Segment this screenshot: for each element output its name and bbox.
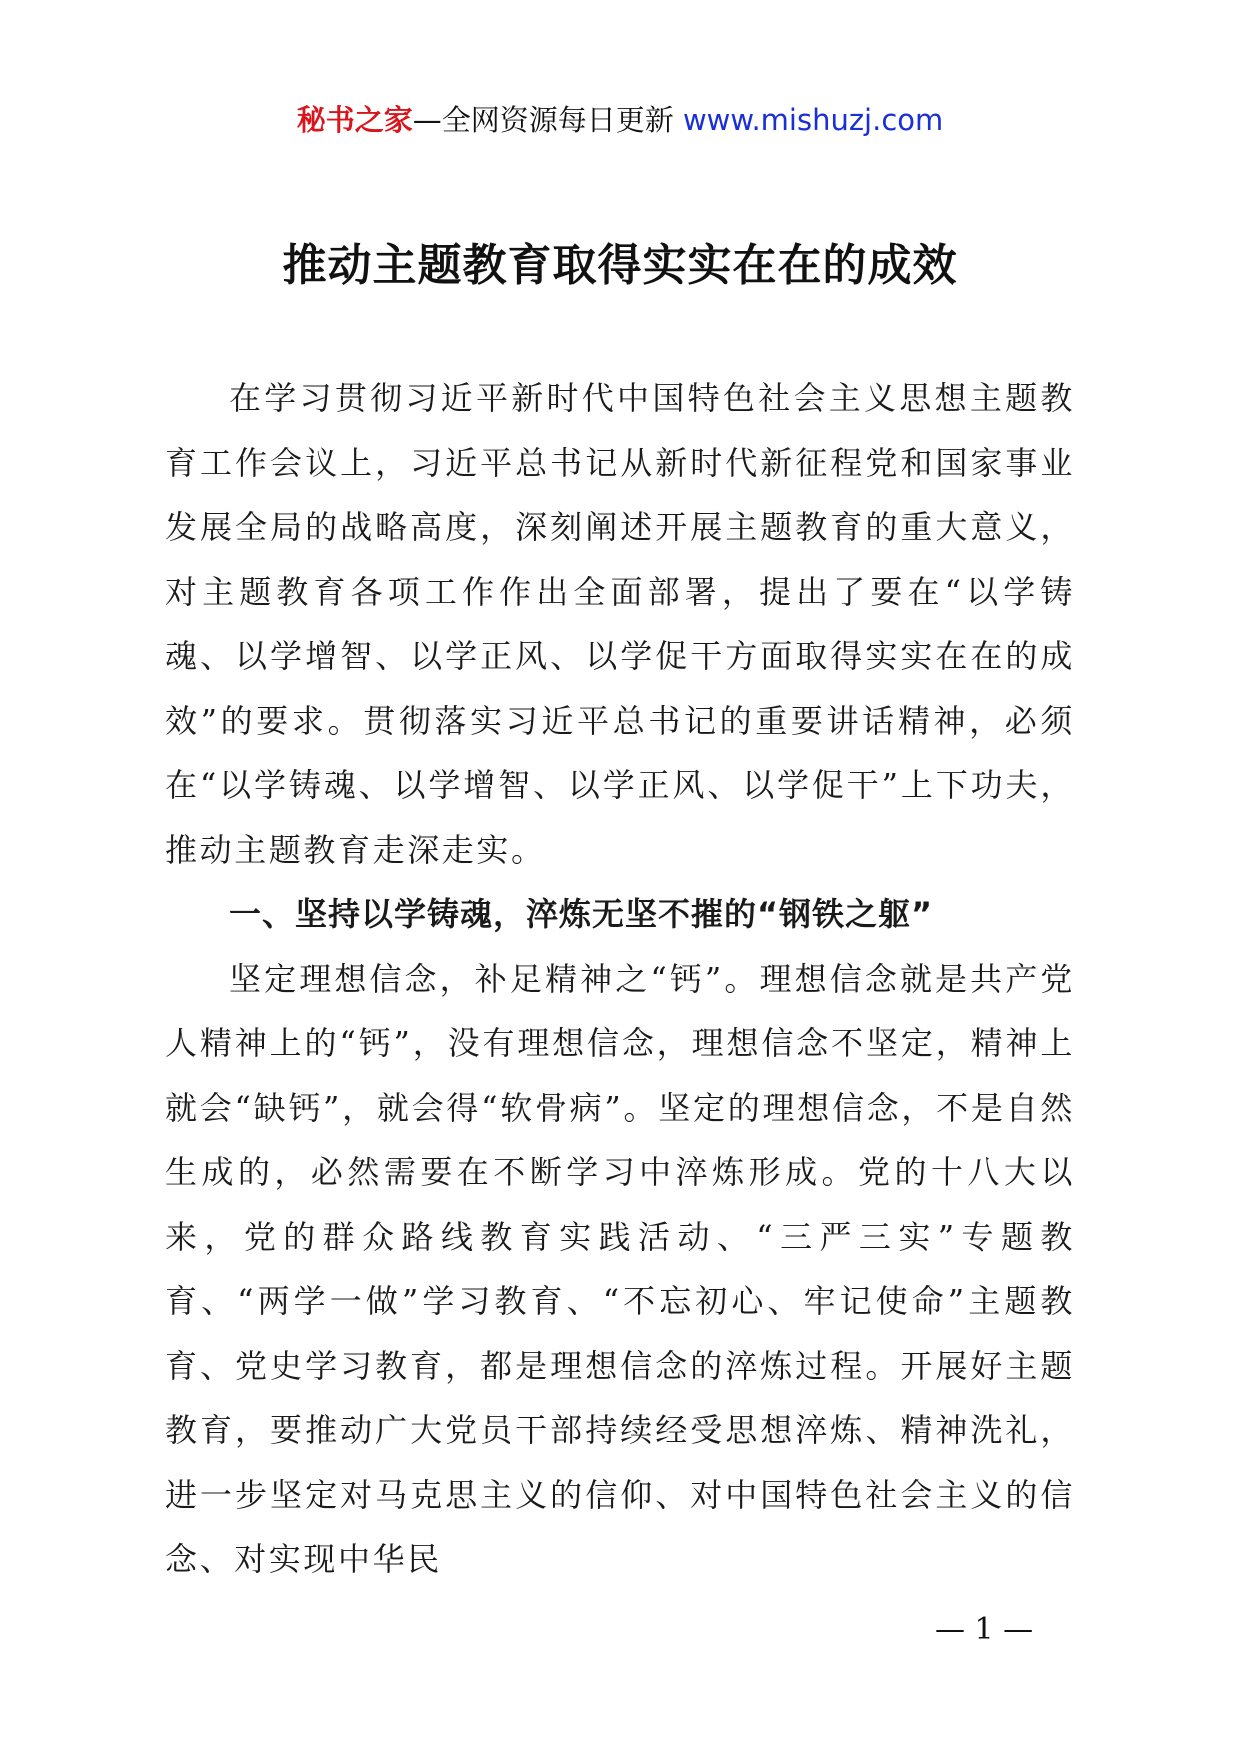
site-header-banner (0, 100, 1240, 140)
page-number: — 1 — (935, 1612, 1034, 1647)
document-body (165, 366, 1075, 1592)
section-heading-1: 一、坚持以学铸魂，淬炼无坚不摧的“钢铁之躯” (229, 895, 934, 933)
site-url-link[interactable]: www.mishuzj.com (682, 103, 944, 137)
document-title: 推动主题教育取得实实在在的成效 (282, 240, 958, 291)
intro-paragraph: 在学习贯彻习近平新时代中国特色社会主义思想主题教育工作会议上，习近平总书记从新时代新征程党和国家事业发展全局的战略高度，深刻阐述开展主题教育的重大意义，对主题教育各项工作作出全面部署，提出了要在“以学铸魂、以学增智、以学正风、以学促干方面取得实实在在的成效”的要求。贯彻落实习近平总书记的重要讲话精神，必须在“以学铸魂、以学增智、以学正风、以学促干”上下功夫，推动主题教育走深走实。 (165, 379, 1075, 869)
site-brand-name: 秘书之家 (296, 103, 413, 137)
body-paragraph: 坚定理想信念，补足精神之“钙”。理想信念就是共产党人精神上的“钙”，没有理想信念，理想信念不坚定，精神上就会“缺钙”，就会得“软骨病”。坚定的理想信念，不是自然生成的，必然需要在不断学习中淬炼形成。党的十八大以来，党的群众路线教育实践活动、“三严三实”专题教育、“两学一做”学习教育、“不忘初心、牢记使命”主题教育、党史学习教育，都是理想信念的淬炼过程。开展好主题教育，要推动广大党员干部持续经受思想淬炼、精神洗礼，进一步坚定对马克思主义的信仰、对中国特色社会主义的信念、对实现中华民 (165, 959, 1075, 1578)
site-tagline: —全网资源每日更新 (412, 103, 674, 137)
